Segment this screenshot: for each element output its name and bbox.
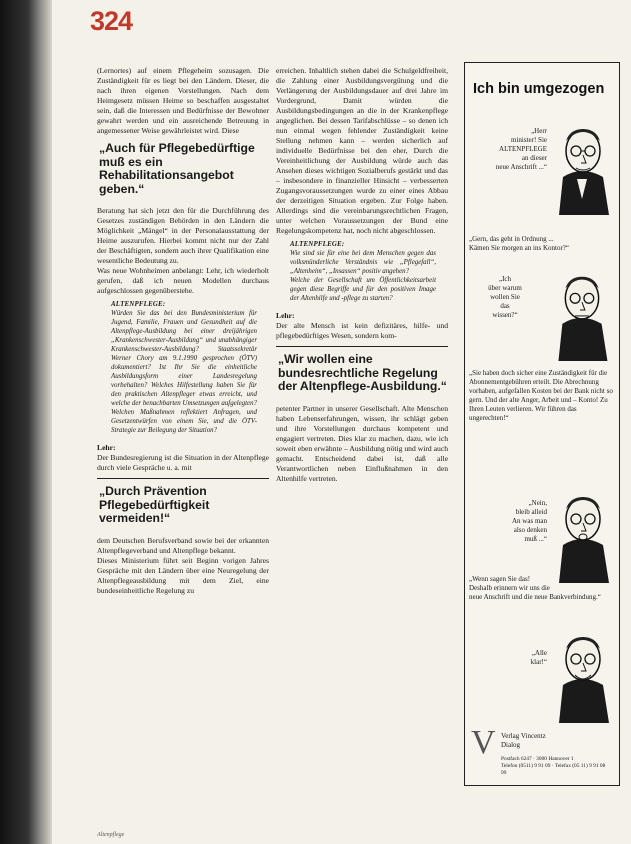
speech-bubble: „Gern, das geht in Ordnung ... Kämen Sie morgen an ins Kontor?“ [469, 235, 569, 252]
speech-bubble: „Herr minister! Sie ALTENPFLEGE an dieser neue Anschrift ...“ [495, 127, 547, 171]
paragraph-body-middle: petenter Partner in unserer Gesellschaft. Alte Menschen haben Lebenserfahrungen, wissen, ihr schlägt geben und ihre Vorstellungen durchaus kompetent und engagiert vertreten. Dies klar zu machen, dazu, wie ich soweit eben erwähnte – Ausbildung nötig und wird auch gemacht. Entscheidend dabei ist, daß alle Verantwortlichen neben Einflußnahmen in den Altenhilfe vertreten. [276, 403, 448, 483]
cartoon-advertisement [464, 62, 620, 786]
speech-bubble: „Sie haben doch sicher eine Zuständigkeit für die Abonnementgebühren erteilt. Die Abrechnung vorhaben, aufgefallen Kosten bei der Bank nicht so gern. Und der alte Anger, Arbeit und – Konto! Zu Ihren Leuten verlieren. Wir führen das ungerechten!“ [469, 369, 613, 422]
divider [276, 346, 448, 347]
paragraph-intro-middle: erreichen. Inhaltlich stehen dabei die Schulgeldfreiheit, die Zahlung einer Ausbildungsvergütung und die Verlängerung der Ausbildungsdauer auf drei Jahre im Vordergrund, Damit würden die Ausbildungsbedingungen an die in der Krankenpflege angeglichen. Bei dessen Tarifabschlüsse – so denen ich nun einmal wegen fehlender Zuständigkeit keine Stellung nehmen kann – werden sicherlich auf individuelle Bedürfnisse bei den eher, Durch die Vereinheitlichung der Ausbildung würde auch das Ansehen dieses wichtigen Sozialberufs gestärkt und das – insbesondere in finanzieller Hinsicht – verbesserten Zugangsvoraussetzungen wurde zu einer eines Abbau der derzeitigen Situation ergeben. Zur Folge haben. Allerdings sind die vereinbarungsrechtlichen Fragen, unter welchen Voraussetzungen der Bund eine Regelungskompetenz hat, noch nicht abgeschlossen. [276, 66, 448, 235]
answer-left [97, 443, 269, 473]
answer-text: Der Bundesregierung ist die Situation in der Altenpflege durch viele Gespräche u. a. mit [97, 453, 269, 472]
answer-text: Der alte Mensch ist kein defizitäres, hilfe- und pflegebedürftiges Wesen, sondern kom- [276, 321, 448, 340]
answer-speaker: Lehr: [97, 443, 116, 452]
publisher-logo-icon: V [471, 724, 496, 761]
cartoon-title: Ich bin umgezogen [473, 81, 605, 97]
headline-federal-regulation: „Wir wollen eine bundesrechtliche Regelung der Altenpflege-Ausbildung.“ [278, 352, 447, 393]
paragraph-body-left-2: dem Deutschen Berufsverband sowie bei der erkannten Altenpflegeverband und Altenpflege bekannt. Dieses Ministerium führt seit Beginn vorigen Jahres Gespräche mit den Ländern über eine Neuregelung der Altenpflegeausbildung mit dem Ziel, eine bundeseinheitliche Regelung zu [97, 535, 269, 595]
divider [97, 478, 269, 479]
answer-speaker: Lehr: [276, 311, 295, 320]
speech-bubble: „Alle klar!“ [530, 649, 547, 666]
paragraph-body-left-1: Beratung hat sich jetzt den für die Durchführung des Gesetzes zuständigen Behörden in den Ländern die Möglichkeit „Mängel“ in der Personalausstattung der Heime auszurufen. Hierbei kommt nicht nur der Zahl der Beschäftigten, sondern auch ihrer Qualifikation eine wesentliche Bedeutung zu. Was neue Wohnheimen anbelangt: Lehr, ich wiederholt gerufen, daß ich neuen Modellen durchaus aufgeschlossen gegenüberstehe. [97, 206, 269, 295]
page-number: 324 [90, 6, 133, 36]
speech-bubble: „Nein, bleib alleid An was man also denken muß ...“ [512, 499, 547, 543]
question-box-title: ALTENPFLEGE: [111, 301, 166, 308]
speech-bubble: „Wenn sagen Sie das! Deshalb erinnern wir uns die neue Anschrift und die neue Bankverbindung.“ [469, 575, 601, 601]
page-footer: Altenpflege [97, 832, 125, 838]
cartoon-man-icon [549, 623, 615, 723]
speech-bubble: „Ich über warum wollen Sie das wissen?“ [488, 275, 522, 319]
cartoon-man-icon [547, 263, 615, 361]
paragraph-intro-left: (Lernortes) auf einem Pflegeheim sozusagen. Die Zuständigkeit für es liegt bei den Ländern. Dieser, die nach ihren eigenen Vorstellungen. Nach dem Heimgesetz müssen Heime so beschaffen ausgestaltet sein, daß die Interessen und Bedürfnisse der Bewohner gewahrt werden und ein ausreichende Betreuung in angemessener Weise gewährleistet wird. Diese [97, 66, 269, 135]
cartoon-man-icon [549, 483, 615, 583]
publisher-name: Verlag Vincentz Dialog [501, 732, 546, 749]
headline-prevention: „Durch Prävention Pflegebedürftigkeit vermeiden!“ [99, 484, 210, 525]
answer-middle [276, 311, 448, 341]
question-box-left [111, 300, 257, 435]
book-spine-shadow [0, 0, 52, 844]
headline-rehabilitation: „Auch für Pflegebedürftige muß es ein Rehabilitationsangebot geben.“ [99, 141, 255, 196]
question-box-text: Würden Sie das bei den Bundesministerium für Jugend, Familie, Frauen und Gesundheit auf die Altenpflege-Ausbildung bei einer dreijährigen „Krankenschwester-Ausbildung“ und unabhängiger Krankenschwester-Ausbildung? Staatssekretär Werner Chory am 9.1.1990 gesprochen (ÖTV) dokumentiert? Ist Ihr Sie die einheitliche Ausbildungsform einer Landesregelung vorbehalten? Welches Hilfestellung haben Sie für den praktischen Altenpfleger etwas erreicht, und welche der benachbarten Umsetzungen aufgelegten? Welchen Maßnahmen reflektiert Anfragen, und Gesetzentwürfen von einem Sie, und die ÖTV-Strategie zur Beilegung der Situation? [111, 310, 257, 434]
question-box-text: Wie sind sie für eine bei dem Menschen gegen das volksmünderliche Verständnis wie „Pflegefall“, „Altenheim“, „Insassen“ positiv angehen? Welche der Gesellschaft um Öffentlichkeitsarbeit gegen diese Begriffe und für den positiven Image der Altenhilfe und -pflege zu starten? [290, 250, 436, 302]
column-left [97, 66, 269, 598]
question-box-middle [290, 240, 436, 303]
publisher-address: Postfach 6247 · 3000 Hannover 1 Telefon (0511) 9 91 09 · Telefax (05 11) 9 91 08 99 [501, 756, 606, 776]
column-middle [276, 66, 448, 486]
question-box-title: ALTENPFLEGE: [290, 241, 345, 248]
cartoon-man-icon [549, 115, 615, 215]
